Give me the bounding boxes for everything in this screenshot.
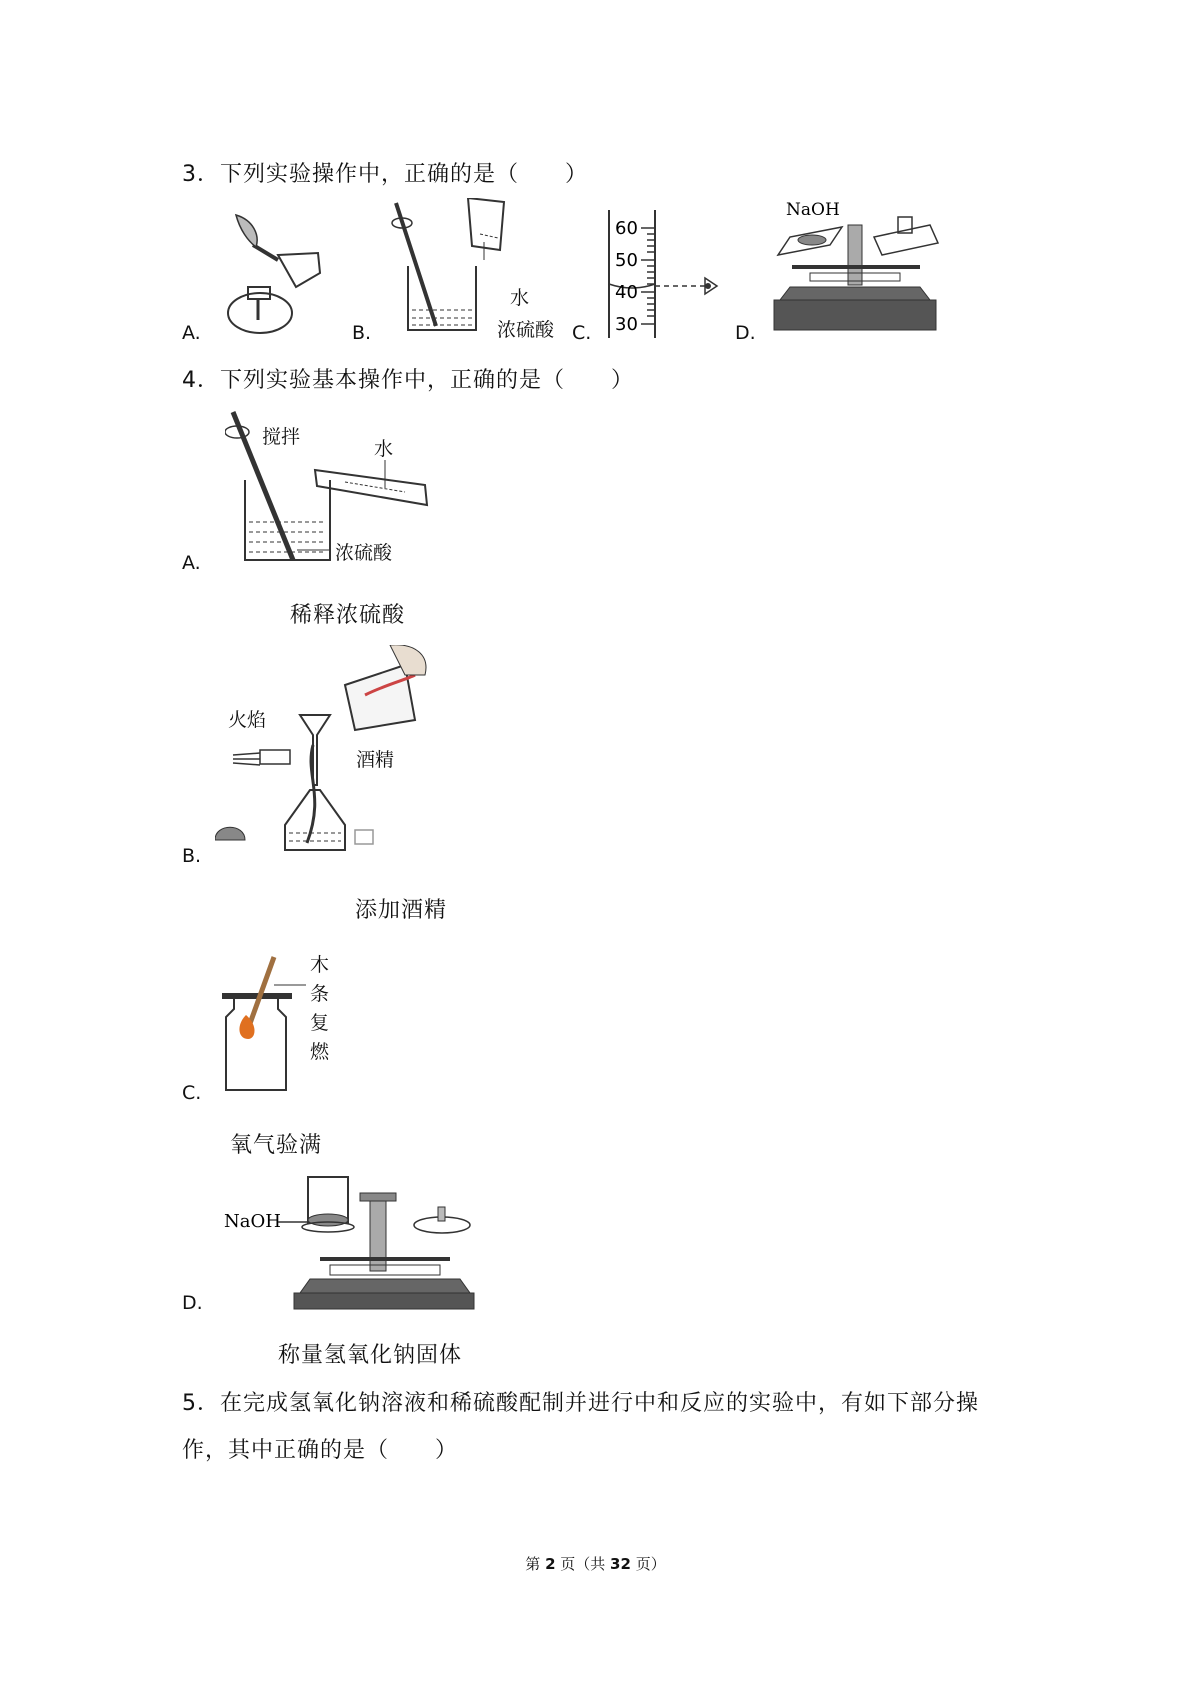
footer-total-pages: 32 xyxy=(610,1555,631,1573)
question-3-stem: 3．下列实验操作中，正确的是（ ） xyxy=(182,162,588,187)
q3-b-water-label: 水 xyxy=(510,287,530,309)
q4-c-oxygen-test-illustration xyxy=(218,955,318,1095)
q3-c-tick-40: 40 xyxy=(615,282,638,303)
q3-option-c-label: C. xyxy=(572,322,592,344)
footer-middle: 页（共 xyxy=(555,1555,611,1573)
page-footer xyxy=(0,1553,1191,1574)
q4-c-note-char-4: 燃 xyxy=(310,1041,330,1063)
q4-c-note-char-1: 木 xyxy=(310,954,330,976)
q4-option-c-label: C. xyxy=(182,1082,202,1104)
question-5-stem-line-1: 5．在完成氢氧化钠溶液和稀硫酸配制并进行中和反应的实验中，有如下部分操 xyxy=(182,1391,979,1416)
q4-c-note-char-2: 条 xyxy=(310,983,330,1005)
q4-a-water-label: 水 xyxy=(374,438,394,460)
footer-suffix: 页） xyxy=(630,1555,666,1573)
q3-b-acid-label: 浓硫酸 xyxy=(497,319,555,341)
q4-b-alcohol-label: 酒精 xyxy=(356,749,395,771)
q3-a-alcohol-lamp-illustration xyxy=(218,205,328,340)
q4-a-acid-label: 浓硫酸 xyxy=(335,542,393,564)
q4-c-note xyxy=(310,951,334,1067)
q4-d-naoh-label: NaOH xyxy=(224,1211,281,1232)
question-4-stem: 4．下列实验基本操作中，正确的是（ ） xyxy=(182,368,634,393)
q4-option-b-label: B. xyxy=(182,845,202,867)
q4-d-balance-illustration xyxy=(220,1175,480,1310)
q4-d-caption: 称量氢氧化钠固体 xyxy=(278,1343,463,1368)
q4-a-stir-label: 搅拌 xyxy=(262,426,301,448)
question-5-stem-line-2: 作，其中正确的是（ ） xyxy=(182,1438,459,1463)
q3-option-b-label: B. xyxy=(352,322,372,344)
q3-d-naoh-label: NaOH xyxy=(786,200,840,220)
q3-option-a-label: A. xyxy=(182,322,201,344)
q3-d-balance-illustration xyxy=(770,195,950,340)
q3-c-cylinder-illustration xyxy=(605,208,735,343)
q4-b-flame-label: 火焰 xyxy=(228,709,267,731)
q3-c-tick-50: 50 xyxy=(615,250,638,271)
q4-b-caption: 添加酒精 xyxy=(355,898,448,923)
q4-option-d-label: D. xyxy=(182,1292,203,1314)
q4-option-a-label: A. xyxy=(182,552,201,574)
q3-c-tick-30: 30 xyxy=(615,314,638,335)
q3-option-d-label: D. xyxy=(735,322,756,344)
footer-prefix: 第 xyxy=(525,1555,546,1573)
q3-c-tick-60: 60 xyxy=(615,218,638,239)
q4-b-add-alcohol-illustration xyxy=(215,645,440,860)
q4-a-caption: 稀释浓硫酸 xyxy=(290,603,406,628)
q4-c-note-char-3: 复 xyxy=(310,1012,330,1034)
q4-c-caption: 氧气验满 xyxy=(230,1133,323,1158)
footer-page-number: 2 xyxy=(545,1555,556,1573)
